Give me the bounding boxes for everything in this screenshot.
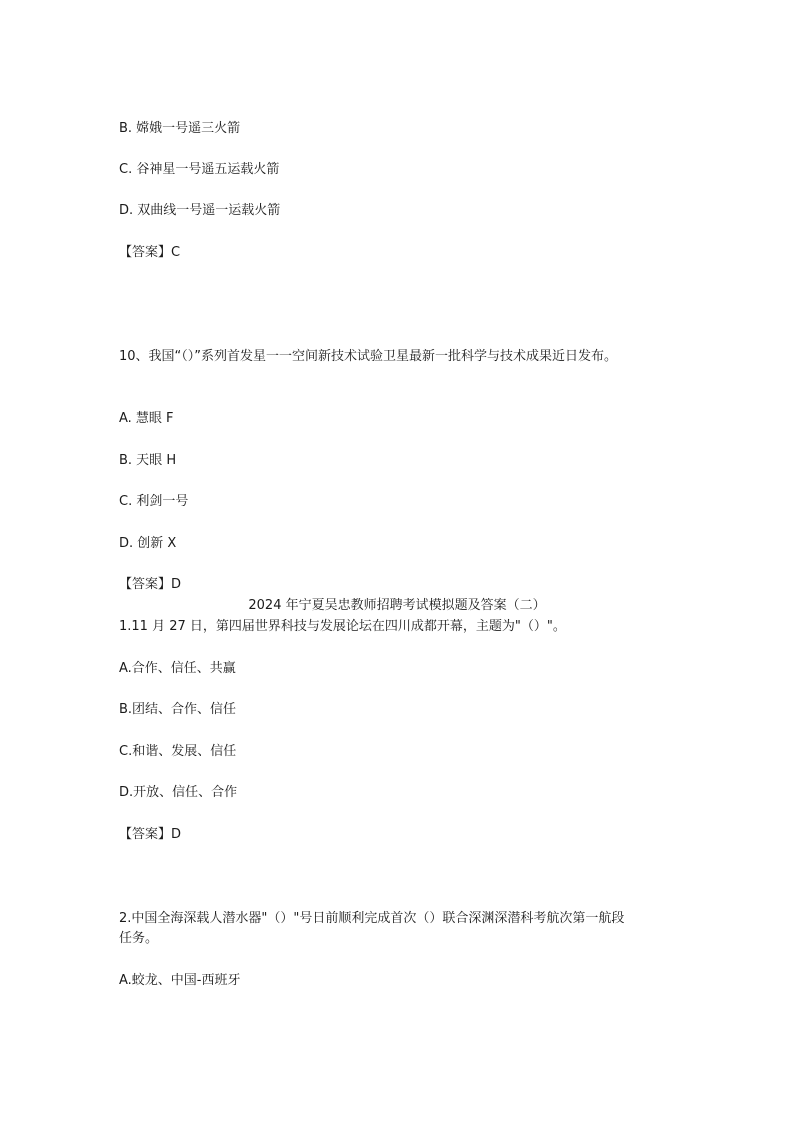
q9-option-d: D. 双曲线一号遥一运载火箭 <box>119 203 281 218</box>
s2q1-option-c: C.和谐、发展、信任 <box>119 744 237 759</box>
q9-option-c: C. 谷神星一号遥五运载火箭 <box>119 162 280 177</box>
s2q2-question-line2: 任务。 <box>119 931 159 946</box>
q10-option-b: B. 天眼 H <box>119 453 177 468</box>
s2q1-option-a: A.合作、信任、共赢 <box>119 661 236 676</box>
q10-option-c: C. 利剑一号 <box>119 494 189 509</box>
section-title: 2024 年宁夏吴忠教师招聘考试模拟题及答案（二） <box>248 598 546 613</box>
q10-question: 10、我国“（）”系列首发星一一空间新技术试验卫星最新一批科学与技术成果近日发布。 <box>119 349 618 364</box>
q10-answer: 【答案】D <box>119 577 182 592</box>
s2q2-question-line1: 2.中国全海深载人潜水器"（）"号日前顺利完成首次（）联合深渊深潜科考航次第一航段 <box>119 911 625 926</box>
s2q2-option-a: A.蛟龙、中国-西班牙 <box>119 973 241 988</box>
q9-option-b: B. 嫦娥一号遥三火箭 <box>119 121 241 136</box>
q10-option-d: D. 创新 X <box>119 536 177 551</box>
s2q1-question: 1.11 月 27 日，第四届世界科技与发展论坛在四川成都开幕，主题为"（）"。 <box>119 619 566 634</box>
s2q1-option-b: B.团结、合作、信任 <box>119 702 237 717</box>
s2q1-answer: 【答案】D <box>119 827 182 842</box>
q9-answer: 【答案】C <box>119 245 181 260</box>
s2q1-option-d: D.开放、信任、合作 <box>119 785 238 800</box>
q10-option-a: A. 慧眼 F <box>119 411 174 426</box>
